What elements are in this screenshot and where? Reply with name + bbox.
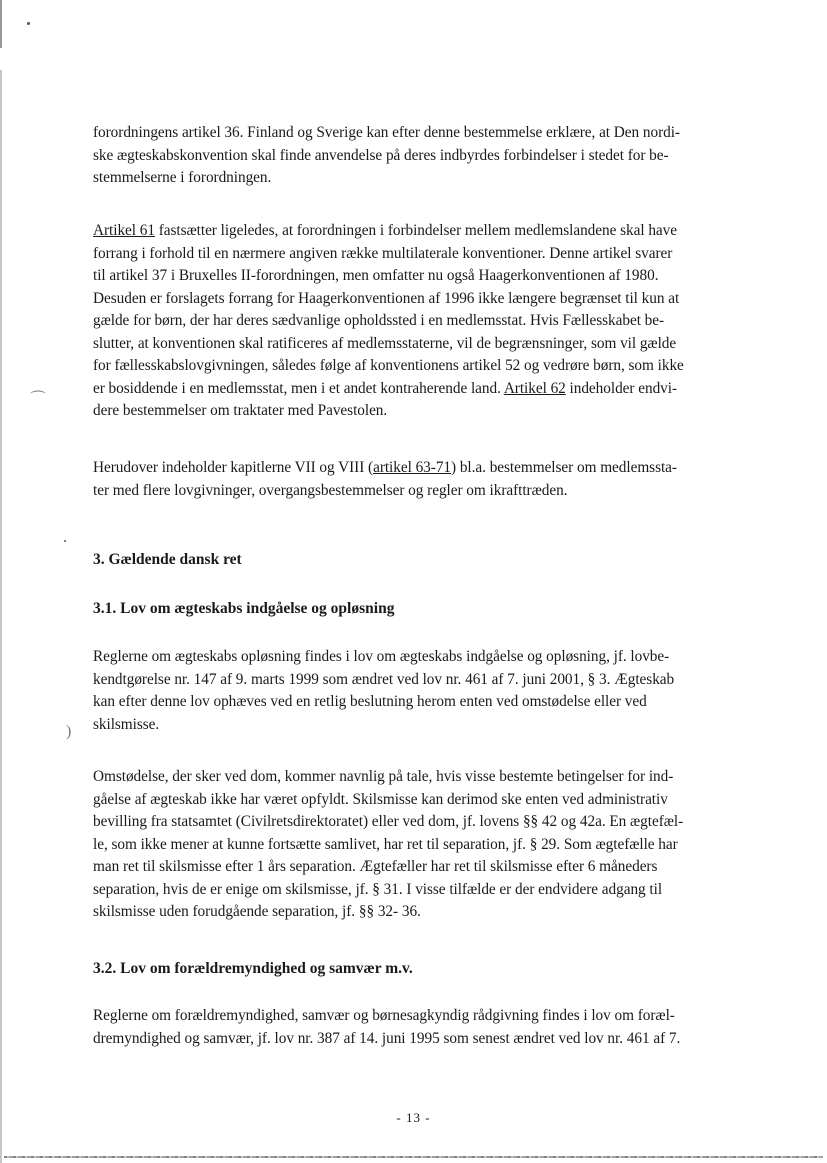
text-line	[93, 457, 753, 480]
text-line: for fællesskabslovgivningen, således følge af konventionens artikel 52 og vedrøre børn, som ikke	[93, 357, 684, 374]
text-line: Desuden er forslagets forrang for Haagerkonventionen af 1996 ikke længere begrænset til kun at	[93, 289, 680, 307]
text-line: forordningens artikel 36. Finland og Sverige kan efter denne bestemmelse erklære, at Den nordi-	[93, 124, 680, 141]
text-line: skilsmisse.	[93, 715, 160, 733]
text-line: man ret til skilsmisse efter 1 års separation. Ægtefæller har ret til skilsmisse efter 6 måneders	[93, 858, 658, 875]
paragraph-3	[93, 457, 753, 502]
paragraph-6	[93, 1005, 753, 1050]
scan-margin-mark: ⌒	[30, 391, 47, 408]
scan-margin-mark: )	[66, 723, 72, 740]
paragraph-5	[93, 766, 753, 924]
text-line: gælde for børn, der har deres sædvanlige opholdssted i en medlemsstat. Hvis Fællesskabet be-	[93, 312, 665, 329]
text-segment: Herudover indeholder kapitlerne VII og VIII (	[93, 459, 374, 476]
text-line: Omstødelse, der sker ved dom, kommer navnlig på tale, hvis visse bestemte betingelser for ind-	[93, 768, 674, 785]
text-line: stemmelserne i forordningen.	[93, 169, 272, 186]
text-line: bevilling fra statsamtet (Civilretsdirektoratet) eller ved dom, jf. lovens §§ 42 og 42a. En ægtefæl-	[93, 813, 684, 830]
text-segment: fastsætter ligeledes, at forordningen i forbindelser mellem medlemslandene skal have	[154, 222, 678, 239]
subsection-heading: 3.1. Lov om ægteskabs indgåelse og opløsning	[93, 600, 395, 617]
text-line: le, som ikke mener at kunne fortsætte samlivet, har ret til separation, jf. § 29. Som ægtefælle har	[93, 835, 678, 853]
text-line	[93, 220, 753, 243]
text-line: ter med flere lovgivninger, overgangsbestemmelser og regler om ikrafttræden.	[93, 481, 568, 499]
article-61-reference[interactable]: Artikel 61	[93, 222, 155, 239]
subsection-heading: 3.2. Lov om forældremyndighed og samvær m.v.	[93, 960, 413, 977]
text-segment: indeholder endvi-	[565, 379, 678, 397]
text-line: skilsmisse uden forudgående separation, jf. §§ 32- 36.	[93, 903, 421, 920]
text-line: separation, hvis de er enige om skilsmisse, jf. § 31. I visse tilfælde er der endvidere adgang til	[93, 880, 663, 898]
section-heading: 3. Gældende dansk ret	[93, 551, 242, 568]
text-line: ske ægteskabskonvention skal finde anvendelse på deres indbyrdes forbindelser i stedet for be-	[93, 146, 669, 164]
text-segment: ) bl.a. bestemmelser om medlemssta-	[451, 459, 677, 476]
text-line: Reglerne om ægteskabs opløsning findes i lov om ægteskabs indgåelse og opløsning, jf. lovbe-	[93, 648, 670, 665]
scan-speck	[64, 540, 66, 542]
text-segment: er bosiddende i en medlemsstat, men i et andet kontraherende land.	[93, 379, 504, 397]
paragraph-2	[93, 220, 753, 423]
text-line: forrang i forhold til en nærmere angiven række multilaterale konventioner. Denne artikel svarer	[93, 244, 673, 262]
scan-bottom-edge	[4, 1156, 823, 1158]
text-line: til artikel 37 i Bruxelles II-forordningen, men omfatter nu også Haagerkonventionen af 1980.	[93, 267, 659, 284]
text-line: dremyndighed og samvær, jf. lov nr. 387 af 14. juni 1995 som senest ændret ved lov nr. 461 af 7.	[93, 1029, 681, 1047]
scan-left-edge	[0, 0, 2, 1163]
text-line: dere bestemmelser om traktater med Pavestolen.	[93, 402, 388, 419]
scan-speck	[27, 22, 30, 25]
paragraph-1	[93, 122, 753, 190]
paragraph-4	[93, 646, 753, 736]
article-62-reference[interactable]: Artikel 62	[503, 379, 566, 397]
text-line: gåelse af ægteskab ikke har været opfyldt. Skilsmisse kan derimod ske enten ved administrativ	[93, 790, 668, 808]
text-line	[93, 378, 753, 401]
text-line: kendtgørelse nr. 147 af 9. marts 1999 som ændret ved lov nr. 461 af 7. juni 2001, § 3. Ægteskab	[93, 670, 675, 688]
article-63-71-reference[interactable]: artikel 63-71	[373, 459, 452, 476]
text-line: kan efter denne lov ophæves ved en retlig beslutning herom enten ved omstødelse eller ved	[93, 693, 647, 710]
page-number: - 13 -	[396, 1110, 431, 1125]
text-line: Reglerne om forældremyndighed, samvær og børnesagkyndig rådgivning findes i lov om foræl-	[93, 1007, 675, 1024]
text-line: slutter, at konventionen skal ratificeres af medlemsstaterne, vil de begrænsninger, som vil gælde	[93, 334, 677, 352]
